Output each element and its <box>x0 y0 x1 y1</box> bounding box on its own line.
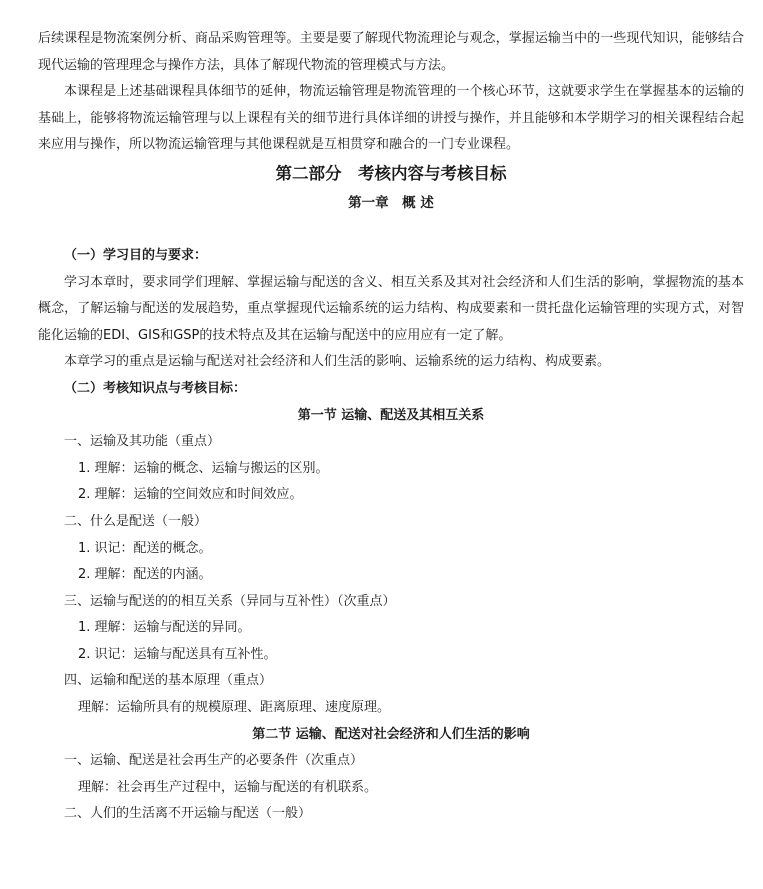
chapter-title: 第一章 概 述 <box>348 194 434 211</box>
intro-paragraph-1: 后续课程是物流案例分析、商品采购管理等。主要是要了解现代物流理论与观念，掌握运输当中的一些现代知识，能够结合现代运输的管理理念与操作方法，具体了解现代物流的管理模式与方法。 <box>38 31 744 73</box>
outline-item: 二、人们的生活离不开运输与配送（一般） <box>64 806 312 822</box>
outline-subitem: 2. 理解：运输的空间效应和时间效应。 <box>78 487 303 503</box>
section-1-outline <box>38 429 744 722</box>
outline-item: 一、运输及其功能（重点） <box>64 434 221 450</box>
outline-subitem: 2. 理解：配送的内涵。 <box>78 567 212 583</box>
outline-subitem: 1. 理解：运输的概念、运输与搬运的区别。 <box>78 460 329 476</box>
exam-points-heading: （二）考核知识点与考核目标： <box>64 380 247 396</box>
outline-item: 三、运输与配送的的相互关系（异同与互补性）（次重点） <box>64 593 396 609</box>
outline-subitem: 理解：运输所具有的规模原理、距离原理、速度原理。 <box>78 700 391 716</box>
outline-subitem: 2. 识记：运输与配送具有互补性。 <box>78 646 277 662</box>
chapter-focus-paragraph: 本章学习的重点是运输与配送对社会经济和人们生活的影响、运输系统的运力结构、构成要素。 <box>64 354 611 370</box>
intro-paragraph-2: 本课程是上述基础课程具体细节的延伸，物流运输管理是物流管理的一个核心环节，这就要求学生在掌握基本的运输的基础上，能够将物流运输管理与以上课程有关的细节进行具体详细的讲授与操作，并且能够和本学期学习的相关课程结合起来应用与操作，所以物流运输管理与其他课程就是互相贯穿和融合的一门专业课程。 <box>38 84 744 153</box>
outline-subitem: 1. 理解：运输与配送的异同。 <box>78 620 251 636</box>
section-1-title: 第一节 运输、配送及其相互关系 <box>297 407 485 423</box>
outline-subitem: 1. 识记：配送的概念。 <box>78 540 212 556</box>
learning-goals-paragraph: 学习本章时，要求同学们理解、掌握运输与配送的含义、相互关系及其对社会经济和人们生活的影响，掌握物流的基本概念，了解运输与配送的发展趋势，重点掌握现代运输系统的运力结构、构成要素和一贯托盘化运输管理的实现方式，对智能化运输的EDI、GIS和GSP的技术特点及其在运输与配送中的应用应有一定了解。 <box>38 274 744 343</box>
outline-subitem: 理解：社会再生产过程中，运输与配送的有机联系。 <box>78 779 378 795</box>
learning-goals-heading: （一）学习目的与要求： <box>64 247 208 263</box>
part-title: 第二部分 考核内容与考核目标 <box>275 163 507 183</box>
document-page <box>38 26 744 828</box>
section-2-outline <box>38 748 744 828</box>
outline-item: 四、运输和配送的基本原理（重点） <box>64 673 273 689</box>
section-2-title: 第二节 运输、配送对社会经济和人们生活的影响 <box>252 726 530 742</box>
outline-item: 一、运输、配送是社会再生产的必要条件（次重点） <box>64 753 364 769</box>
outline-item: 二、什么是配送（一般） <box>64 513 208 529</box>
